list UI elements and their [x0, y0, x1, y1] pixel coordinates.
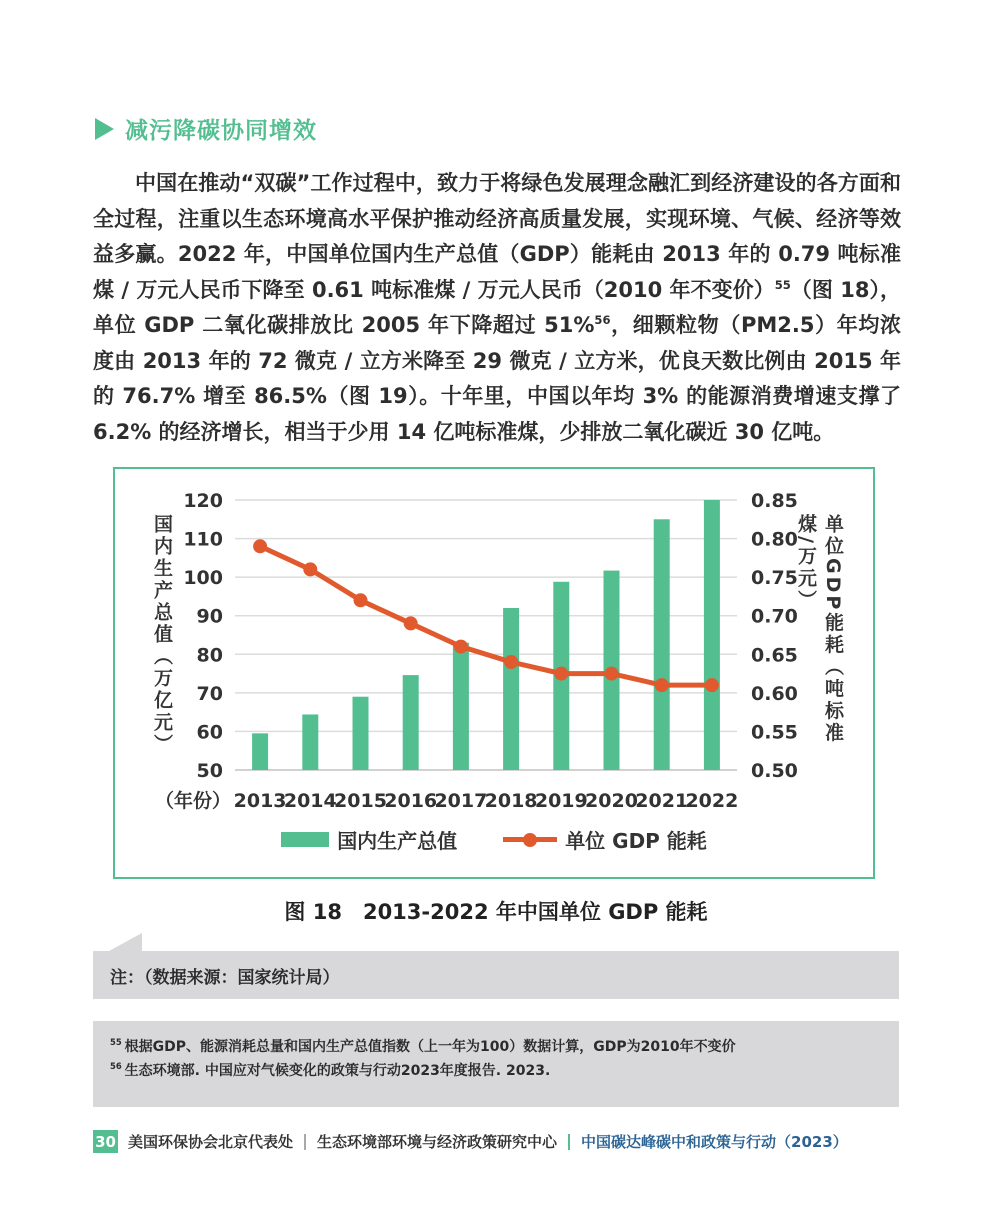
footnote-56-marker: 56 — [110, 1061, 122, 1072]
legend-item-gdp — [281, 825, 457, 854]
note-pointer-icon — [109, 933, 142, 951]
section-arrow-icon — [95, 118, 114, 140]
chart-legend — [115, 825, 873, 854]
right-tick-0.55: 0.55 — [751, 721, 798, 744]
x-label-2015: 2015 — [334, 790, 387, 812]
left-axis-title: 国内生产总值（万亿元） — [151, 514, 173, 756]
right-tick-0.60: 0.60 — [751, 682, 798, 705]
bar-2017 — [453, 643, 469, 770]
left-tick-80: 80 — [196, 644, 223, 667]
footnote-ref-55: 55 — [774, 277, 791, 292]
left-tick-120: 120 — [183, 490, 223, 512]
section-heading — [95, 112, 317, 145]
page-number-badge: 30 — [93, 1130, 118, 1153]
note-bar — [93, 951, 899, 999]
footnote-ref-56: 56 — [594, 313, 611, 327]
footnote-56-text: 生态环境部. 中国应对气候变化的政策与行动2023年度报告. 2023. — [124, 1063, 551, 1079]
x-label-2019: 2019 — [534, 790, 588, 812]
marker-2018 — [504, 655, 518, 669]
x-label-2020: 2020 — [585, 790, 638, 812]
marker-2016 — [404, 616, 418, 630]
marker-2017 — [454, 640, 468, 654]
x-label-2013: 2013 — [233, 790, 287, 812]
marker-2015 — [354, 593, 368, 607]
footnote-56 — [110, 1059, 879, 1083]
right-axis-title: 单位GDP能耗（吨标准煤/万元） — [795, 514, 844, 745]
bar-2016 — [403, 675, 419, 770]
x-label-2014: 2014 — [283, 790, 337, 812]
marker-2013 — [253, 539, 267, 553]
x-axis-prefix: （年份） — [154, 790, 231, 812]
footer-report-title: 中国碳达峰碳中和政策与行动（2023） — [581, 1133, 848, 1151]
energy-line-swatch-icon — [503, 837, 557, 842]
x-label-2016: 2016 — [384, 790, 438, 812]
note-text: 注：（数据来源：国家统计局） — [110, 967, 340, 988]
legend-label-gdp: 国内生产总值 — [337, 829, 458, 853]
footnote-55-marker: 55 — [110, 1037, 122, 1048]
footnotes-block — [93, 1021, 899, 1107]
left-tick-60: 60 — [196, 721, 223, 744]
footnote-55 — [110, 1035, 879, 1059]
legend-label-energy: 单位 GDP 能耗 — [565, 829, 707, 853]
footer-org-2: 生态环境部环境与经济政策研究中心 — [317, 1133, 558, 1151]
page-footer — [93, 1129, 848, 1154]
left-tick-100: 100 — [183, 567, 223, 590]
left-tick-110: 110 — [183, 528, 223, 551]
bar-2021 — [654, 519, 670, 770]
right-tick-0.75: 0.75 — [751, 567, 798, 590]
marker-2022 — [705, 678, 719, 692]
body-paragraph — [93, 166, 901, 450]
chart-plot — [115, 469, 873, 819]
marker-2019 — [554, 667, 568, 681]
footer-org-1: 美国环保协会北京代表处 — [128, 1133, 294, 1151]
left-tick-90: 90 — [196, 605, 223, 628]
section-heading-text: 减污降碳协同增效 — [125, 118, 317, 144]
footer-divider-2 — [568, 1134, 570, 1150]
right-tick-0.80: 0.80 — [751, 528, 798, 551]
footnote-55-text: 根据GDP、能源消耗总量和国内生产总值指数（上一年为100）数据计算，GDP为2010年不变价 — [124, 1039, 736, 1055]
left-tick-70: 70 — [196, 682, 223, 705]
x-label-2021: 2021 — [635, 790, 689, 812]
bar-2015 — [353, 697, 369, 770]
marker-2014 — [303, 562, 317, 576]
x-label-2018: 2018 — [484, 790, 538, 812]
right-tick-0.85: 0.85 — [751, 490, 798, 512]
left-tick-50: 50 — [196, 760, 223, 782]
bar-2014 — [302, 714, 318, 770]
right-tick-0.50: 0.50 — [751, 760, 798, 782]
gdp-energy-chart — [113, 467, 875, 879]
legend-item-energy — [503, 825, 707, 854]
bar-2013 — [252, 733, 268, 770]
marker-2020 — [605, 667, 619, 681]
energy-dot-icon — [523, 833, 537, 847]
figure-caption: 图 18 2013-2022 年中国单位 GDP 能耗 — [284, 900, 708, 924]
paragraph-part-2: （图 18），单位 GDP 二氧化碳排放比 2005 年下降超过 51% — [93, 277, 901, 337]
x-label-2017: 2017 — [434, 790, 488, 812]
gdp-bar-swatch-icon — [281, 832, 329, 847]
bar-2022 — [704, 500, 720, 770]
bar-2018 — [503, 608, 519, 770]
right-tick-0.65: 0.65 — [751, 644, 798, 667]
footer-divider-1 — [304, 1134, 306, 1150]
paragraph-part-1: 中国在推动“双碳”工作过程中，致力于将绿色发展理念融汇到经济建设的各方面和全过程，注重以生态环境高水平保护推动经济高质量发展，实现环境、气候、经济等效益多赢。2022 年，中国单位国内生产总值（GDP）能耗由 2013 年的 0.79 吨标准煤 / 万元人民币下降至 0.61 吨标准煤 / 万元人民币（2010 年不变价） — [93, 171, 901, 302]
right-tick-0.70: 0.70 — [751, 605, 798, 628]
marker-2021 — [655, 678, 669, 692]
x-label-2022: 2022 — [685, 790, 739, 812]
paragraph-part-3: ，细颗粒物（PM2.5）年均浓度由 2013 年的 72 微克 / 立方米降至 29 微克 / 立方米，优良天数比例由 2015 年的 76.7% 增至 86.5%（图 19）。十年里，中国以年均 3% 的能源消费增速支撑了 6.2% 的经济增长，相当于少用 14 亿吨标准煤，少排放二氧化碳近 30 亿吨。 — [93, 313, 901, 444]
